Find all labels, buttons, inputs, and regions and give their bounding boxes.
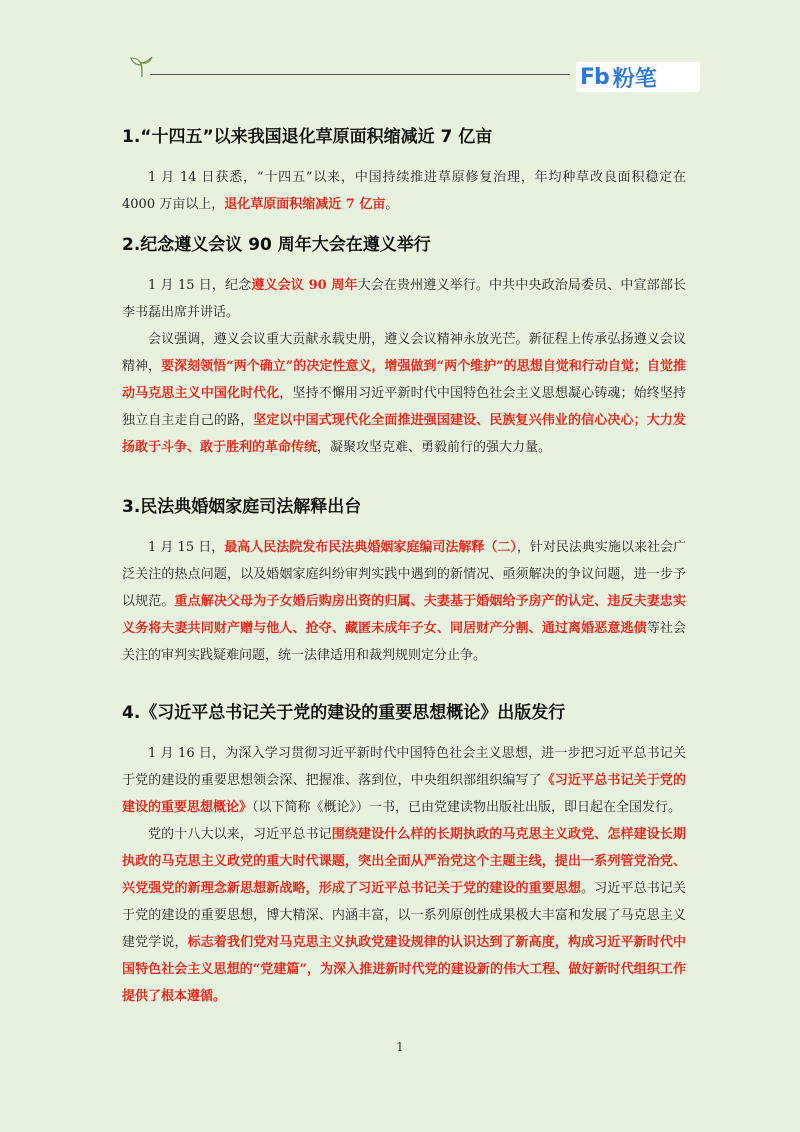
paragraph [122, 821, 686, 1010]
highlighted-text: 《习近平总书记关于党的建设的重要思想概论》 [122, 773, 686, 815]
highlighted-text: 重点解决父母为子女婚后购房出资的归属、夫妻基于婚姻给予房产的认定、违反夫妻忠实义务将夫妻共同财产赠与他人、抢夺、藏匿未成年子女、同居财产分割、通过离婚恶意逃债 [122, 594, 686, 636]
section-paragraphs [122, 740, 686, 1010]
body-text: 。习近平总书记关于党的建设的重要思想，博大精深、内涵丰富，以一系列原创性成果极大丰富和发展了马克思主义建党学说， [122, 881, 686, 950]
body-text: 1 月 14 日获悉，“十四五”以来，中国持续推进草原修复治理，年均种草改良面积稳定在 4000 万亩以上， [122, 170, 686, 212]
header-divider [150, 74, 570, 75]
paragraph [122, 740, 686, 821]
body-text: （以下简称《概论》）一书，已由党建读物出版社出版，即日起在全国发行。 [252, 800, 682, 815]
section-heading: 3.民法典婚姻家庭司法解释出台 [122, 497, 362, 517]
section-paragraphs [122, 272, 686, 461]
section-paragraphs [122, 164, 686, 218]
body-text: 会议强调，遵义会议重大贡献永载史册，遵义会议精神永放光芒。新征程上传承弘扬遵义会议精神， [122, 332, 686, 374]
highlighted-text: 标志着我们党对马克思主义执政党建设规律的认识达到了新高度，构成习近平新时代中国特色社会主义思想的“党建篇”，为深入推进新时代党的建设新的伟大工程、做好新时代组织工作提供了根本遵循。 [122, 935, 686, 1004]
highlighted-text: 要深刻领悟“两个确立”的决定性意义，增强做到“两个维护”的思想自觉和行动自觉；自觉推动马克思主义中国化时代化 [122, 359, 686, 401]
highlighted-text: 坚定以中国式现代化全面推进强国建设、民族复兴伟业的信心决心；大力发扬敢于斗争、敢于胜利的革命传统 [122, 413, 686, 455]
body-text: ，坚持不懈用习近平新时代中国特色社会主义思想凝心铸魂；始终坚持独立自主走自己的路， [122, 386, 686, 428]
section-heading: 1.“十四五”以来我国退化草原面积缩减近 7 亿亩 [122, 127, 493, 147]
logo-mark: Fb [580, 64, 609, 90]
paragraph [122, 272, 686, 326]
body-text: 党的十八大以来，习近平总书记 [148, 827, 332, 842]
news-section [122, 490, 686, 669]
brand-logo [576, 62, 700, 92]
section-heading: 2.纪念遵义会议 90 周年大会在遵义举行 [122, 235, 431, 255]
page-number: 1 [396, 1040, 404, 1054]
news-section [122, 120, 686, 218]
paragraph [122, 326, 686, 461]
paragraph [122, 164, 686, 218]
body-text: 大会在贵州遵义举行。中共中央政治局委员、中宣部部长李书磊出席并讲话。 [122, 278, 686, 320]
body-text: 1 月 15 日，纪念 [148, 278, 252, 293]
section-heading: 4.《习近平总书记关于党的建设的重要思想概论》出版发行 [122, 703, 566, 723]
highlighted-text: 围绕建设什么样的长期执政的马克思主义政党、怎样建设长期执政的马克思主义政党的重大时代课题，突出全面从严治党这个主题主线，提出一系列管党治党、兴党强党的新理念新思想新战略，形成了习近平总书记关于党的建设的重要思想 [122, 827, 686, 896]
news-section [122, 228, 686, 461]
page-header [0, 0, 800, 100]
news-section [122, 696, 686, 1010]
body-text: 1 月 15 日， [148, 540, 225, 555]
logo-text: 粉笔 [612, 66, 657, 92]
body-text: ，针对民法典实施以来社会广泛关注的热点问题，以及婚姻家庭纠纷审判实践中遇到的新情况、亟须解决的争议问题，进一步予以规范。 [122, 540, 686, 609]
highlighted-text: 最高人民法院发布民法典婚姻家庭编司法解释（二） [224, 540, 517, 555]
highlighted-text: 遵义会议 90 周年 [251, 278, 358, 293]
highlighted-text: 退化草原面积缩减近 7 亿亩 [224, 197, 386, 212]
section-paragraphs [122, 534, 686, 669]
body-text: 1 月 16 日，为深入学习贯彻习近平新时代中国特色社会主义思想，进一步把习近平总书记关于党的建设的重要思想领会深、把握准、落到位，中央组织部组织编写了 [122, 746, 686, 788]
body-text: 等社会关注的审判实践疑难问题，统一法律适用和裁判规则定分止争。 [122, 621, 686, 663]
paragraph [122, 534, 686, 669]
body-text: 。 [385, 197, 399, 212]
body-text: ，凝聚攻坚克难、勇毅前行的强大力量。 [317, 440, 552, 455]
